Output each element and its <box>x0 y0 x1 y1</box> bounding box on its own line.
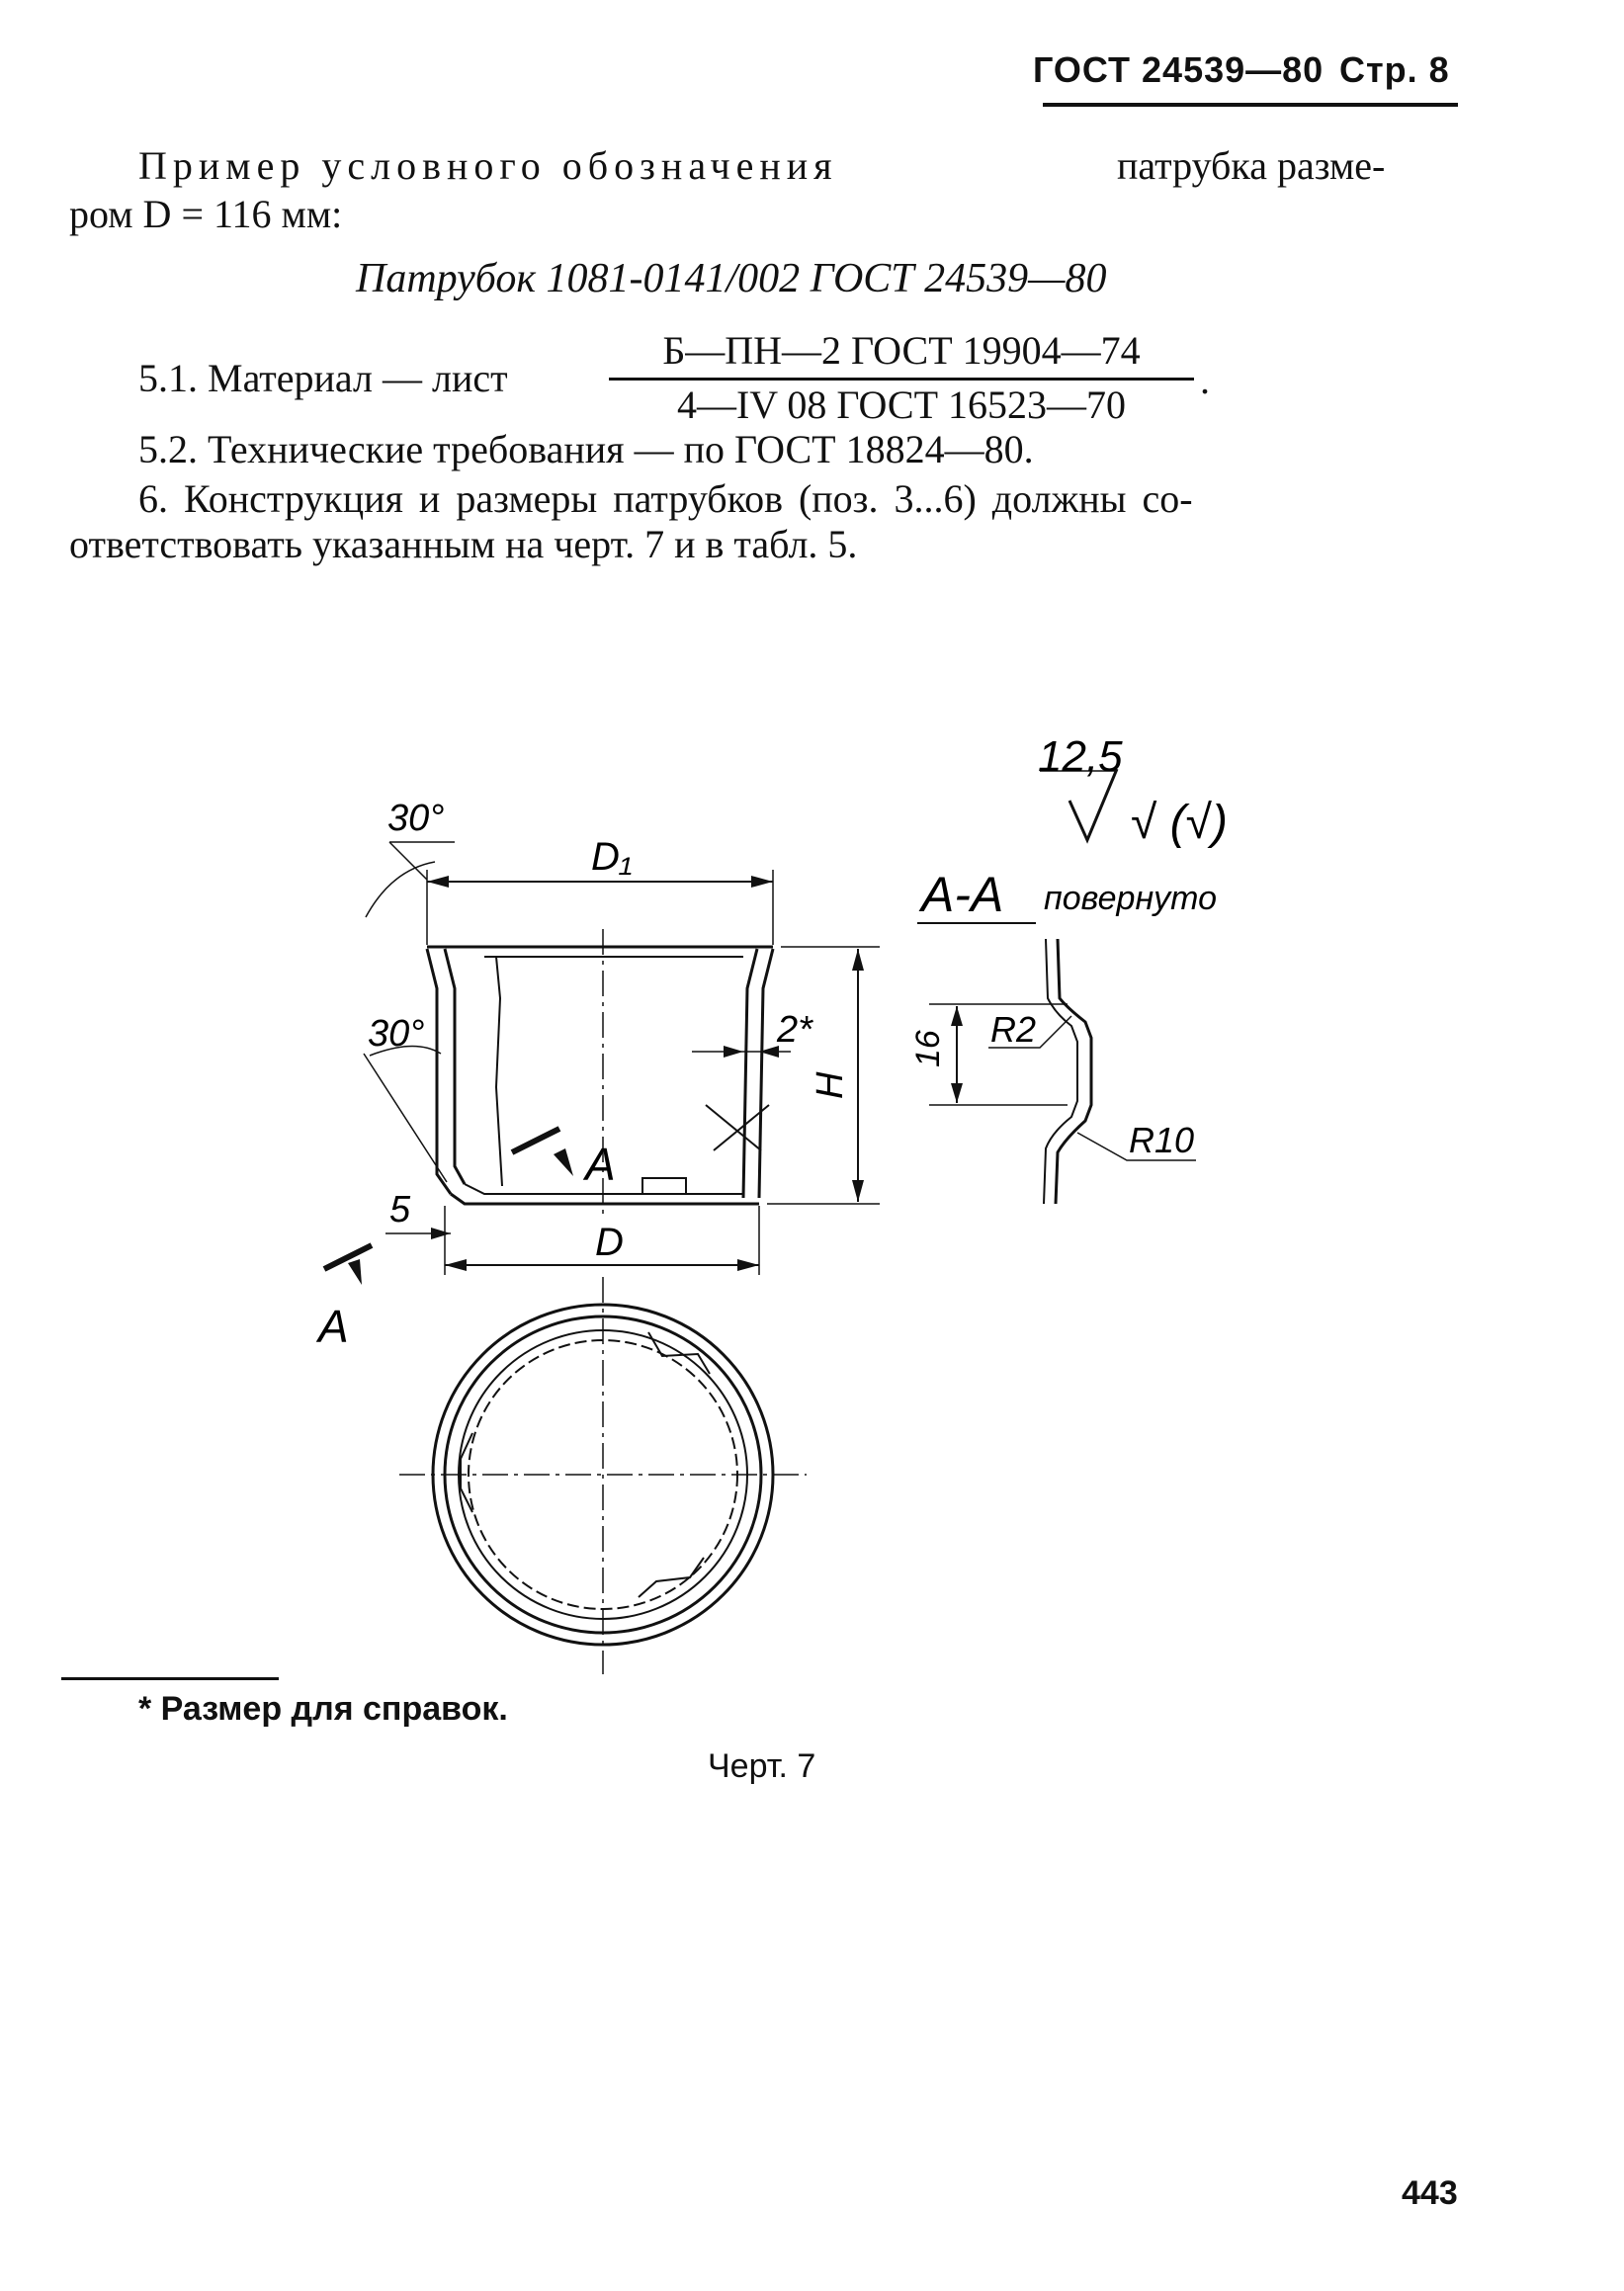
header-page-label: Стр. 8 <box>1339 49 1450 90</box>
dim-d1-label: D₁ <box>591 835 633 879</box>
clause-6-line2: ответствовать указанным на черт. 7 и в табл. 5. <box>69 522 858 566</box>
clause-5-1-label: 5.1. Материал — лист <box>138 356 508 400</box>
fraction-numerator: Б—ПН—2 ГОСТ 19904—74 <box>662 328 1141 373</box>
dim-16-arrow-bottom <box>951 1083 963 1103</box>
d1-arrow-right <box>751 876 773 888</box>
left-wall-inner <box>445 949 465 1184</box>
angle-top-label: 30° <box>387 798 445 839</box>
angle-top-leader <box>389 842 427 880</box>
page-number: 443 <box>1402 2174 1458 2212</box>
section-mark-inner <box>512 1129 559 1152</box>
bottom-edge <box>451 1194 759 1204</box>
intro-line1-end: патрубка разме- <box>1117 143 1386 188</box>
section-title: А-А <box>921 867 1004 922</box>
section-profile-outer <box>1056 939 1091 1204</box>
angle-side-leader <box>364 1054 447 1182</box>
dim-16-arrow-top <box>951 1006 963 1026</box>
right-wall <box>759 949 773 1198</box>
angle-side-label: 30° <box>368 1013 425 1055</box>
section-arrow-outer <box>348 1259 362 1285</box>
clause-6-line1: 6. Конструкция и размеры патрубков (поз. 3...6) должны со- <box>138 476 1193 521</box>
d-arrow-right <box>737 1259 759 1271</box>
bottom-tab <box>642 1178 686 1194</box>
section-profile-inner <box>1044 939 1077 1204</box>
fraction-denominator: 4—IV 08 ГОСТ 16523—70 <box>676 382 1127 427</box>
roughness-symbol: √ (√) <box>1131 797 1228 849</box>
footnote: * Размер для справок. <box>138 1690 508 1728</box>
h-arrow-top <box>852 949 864 971</box>
radius-r2-label: R2 <box>990 1009 1037 1050</box>
d-arrow-left <box>445 1259 467 1271</box>
section-note: повернуто <box>1044 880 1217 917</box>
designation: Патрубок 1081-0141/002 ГОСТ 24539—80 <box>356 256 1107 301</box>
dim-d-label: D <box>595 1221 624 1264</box>
dim-2-label: 2* <box>777 1009 812 1051</box>
dim-16-label: 16 <box>909 1030 947 1067</box>
radius-r10-label: R10 <box>1129 1120 1195 1160</box>
angle-top-arc <box>366 862 435 917</box>
dim-2-arrow-left <box>724 1046 743 1058</box>
footnote-rule <box>61 1677 279 1680</box>
intro-line1: Пример условного обозначения <box>138 143 838 188</box>
section-arrow-inner <box>554 1148 573 1176</box>
section-label-outer: A <box>318 1301 349 1352</box>
d1-arrow-left <box>427 876 449 888</box>
figure-caption: Черт. 7 <box>708 1747 816 1785</box>
section-label-inner: A <box>585 1139 616 1190</box>
fraction-period: . <box>1200 358 1210 402</box>
roughness-value: 12,5 <box>1038 732 1123 781</box>
dim-h-label: H <box>810 1071 851 1099</box>
dim-5-arrow <box>431 1228 451 1239</box>
right-wall-inner <box>743 949 757 1198</box>
clause-5-2: 5.2. Технические требования — по ГОСТ 18824—80. <box>138 427 1034 471</box>
section-mark-outer <box>324 1245 372 1269</box>
intro-line2: ром D = 116 мм: <box>69 192 343 236</box>
hidden-seam <box>496 957 502 1186</box>
h-arrow-bottom <box>852 1180 864 1202</box>
header-standard: ГОСТ 24539—80 <box>1033 49 1325 90</box>
dim-5-label: 5 <box>389 1189 411 1230</box>
